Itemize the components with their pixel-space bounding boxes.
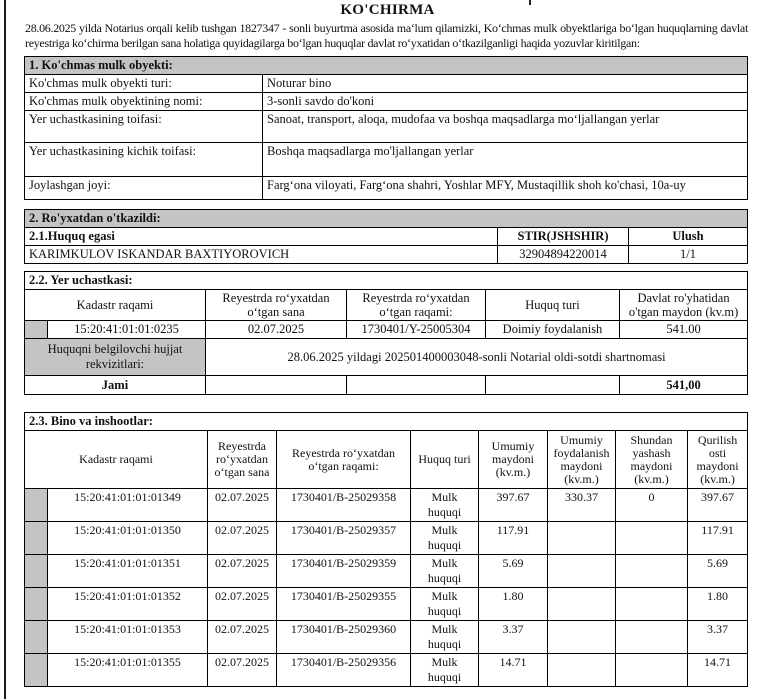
marker-cell <box>25 321 48 339</box>
building-row <box>25 588 748 621</box>
section2-3-columns-row <box>25 431 748 489</box>
row-value: Sanoat, transport, aloqa, mudofaa va boshqa maqsadlarga moʻljallangan yerlar <box>263 111 748 143</box>
column-header: Qurilish osti maydoni (kv.m.) <box>688 431 748 489</box>
right-type: Mulk huquqi <box>411 555 479 588</box>
living-area <box>616 621 688 654</box>
register-date: 02.07.2025 <box>208 588 277 621</box>
register-number: 1730401/B-25029358 <box>277 489 411 522</box>
footprint-area: 3.37 <box>688 621 748 654</box>
table-row <box>25 143 748 177</box>
table-row <box>25 177 748 200</box>
section2-2-header-row <box>25 272 748 290</box>
register-number: 1730401/Y-25005304 <box>347 321 486 339</box>
column-header: Kadastr raqami <box>25 431 208 489</box>
document-label: Huquqni belgilovchi hujjat rekvizitlari: <box>25 339 206 376</box>
row-value: Boshqa maqsadlarga mo'ljallangan yerlar <box>263 143 748 177</box>
living-area <box>616 654 688 687</box>
owner-stir: 32904894220014 <box>498 246 629 264</box>
section2-header: 2. Ro'yxatdan o'tkazildi: <box>25 210 748 228</box>
living-area: 0 <box>616 489 688 522</box>
row-label: Joylashgan joyi: <box>25 177 263 200</box>
usable-area <box>548 621 616 654</box>
section1-table <box>24 56 747 200</box>
living-area <box>616 555 688 588</box>
register-date: 02.07.2025 <box>208 621 277 654</box>
usable-area: 330.37 <box>548 489 616 522</box>
table-row <box>25 75 748 93</box>
owner-name: KARIMKULOV ISKANDAR BAXTIYOROVICH <box>25 246 498 264</box>
empty-cell <box>347 376 486 395</box>
section2-header-row <box>25 210 748 228</box>
right-type: Mulk huquqi <box>411 588 479 621</box>
building-row <box>25 654 748 687</box>
right-type: Mulk huquqi <box>411 654 479 687</box>
section2-3-table <box>24 412 747 687</box>
usable-area <box>548 555 616 588</box>
table-row <box>25 93 748 111</box>
document-value: 28.06.2025 yildagi 202501400003048-sonli Notarial oldi-sotdi shartnomasi <box>206 339 748 376</box>
row-label: Yer uchastkasining toifasi: <box>25 111 263 143</box>
cadastre-number: 15:20:41:01:01:01350 <box>48 522 208 555</box>
building-row <box>25 621 748 654</box>
owner-row <box>25 246 748 264</box>
column-header: Reyestrda roʻyxatdan oʻtgan raqami: <box>347 290 486 321</box>
total-value: 541,00 <box>620 376 748 395</box>
footprint-area: 5.69 <box>688 555 748 588</box>
section2-3-header-row <box>25 413 748 431</box>
cadastre-number: 15:20:41:01:01:01349 <box>48 489 208 522</box>
section1-header-row <box>25 57 748 75</box>
column-header: Reyestrda roʻyxatdan oʻtgan raqami: <box>277 431 411 489</box>
page-edge-line <box>4 0 6 699</box>
living-area <box>616 522 688 555</box>
column-header: Shundan yashash maydoni (kv.m.) <box>616 431 688 489</box>
marker-cell <box>25 621 48 654</box>
table-row <box>25 111 748 143</box>
column-header: Huquq turi <box>411 431 479 489</box>
total-area: 3.37 <box>479 621 548 654</box>
intro-paragraph: 28.06.2025 yilda Notarius orqali kelib tushgan 1827347 - sonli buyurtma asosida maʻlum qilamizki, Koʻchmas mulk obyektlariga boʻlgan huquqlarning davlat reyestriga koʻchirma berilgan sana holatiga quyidagilarga boʻlgan huquqlar davlat roʻyxatidan oʻtkazilganligi haqida yozuvlar kiritilgan: <box>25 21 748 50</box>
register-number: 1730401/B-25029360 <box>277 621 411 654</box>
column-header: Umumiy foydalanish maydoni (kv.m.) <box>548 431 616 489</box>
register-date: 02.07.2025 <box>208 654 277 687</box>
building-row <box>25 555 748 588</box>
owner-share: 1/1 <box>629 246 748 264</box>
section2-3-header: 2.3. Bino va inshootlar: <box>25 413 748 431</box>
register-date: 02.07.2025 <box>206 321 347 339</box>
section2-columns-row <box>25 228 748 246</box>
register-number: 1730401/B-25029355 <box>277 588 411 621</box>
section2-2-table <box>24 271 747 395</box>
column-header: Ulush <box>629 228 748 246</box>
document-title: KO'CHIRMA <box>340 2 435 18</box>
register-number: 1730401/B-25029359 <box>277 555 411 588</box>
document-row <box>25 339 748 376</box>
footprint-area: 14.71 <box>688 654 748 687</box>
usable-area <box>548 588 616 621</box>
total-area: 397.67 <box>479 489 548 522</box>
marker-cell <box>25 588 48 621</box>
marker-cell <box>25 654 48 687</box>
building-row <box>25 489 748 522</box>
marker-cell <box>25 489 48 522</box>
column-header: Umumiy maydoni (kv.m.) <box>479 431 548 489</box>
marker-cell <box>25 522 48 555</box>
row-value: Noturar bino <box>263 75 748 93</box>
total-area: 117.91 <box>479 522 548 555</box>
total-area: 5.69 <box>479 555 548 588</box>
column-header: Kadastr raqami <box>25 290 206 321</box>
column-header: STIR(JSHSHIR) <box>498 228 629 246</box>
land-parcel-row <box>25 321 748 339</box>
row-label: Ko'chmas mulk obyekti turi: <box>25 75 263 93</box>
row-value: 3-sonli savdo do'koni <box>263 93 748 111</box>
right-type: Mulk huquqi <box>411 489 479 522</box>
area-value: 541.00 <box>620 321 748 339</box>
living-area <box>616 588 688 621</box>
register-date: 02.07.2025 <box>208 522 277 555</box>
register-date: 02.07.2025 <box>208 555 277 588</box>
column-header: Davlat ro'yhatidan o'tgan maydon (kv.m) <box>620 290 748 321</box>
right-type: Mulk huquqi <box>411 522 479 555</box>
register-number: 1730401/B-25029357 <box>277 522 411 555</box>
cadastre-number: 15:20:41:01:01:01352 <box>48 588 208 621</box>
footprint-area: 1.80 <box>688 588 748 621</box>
section2-2-columns-row <box>25 290 748 321</box>
section2-table <box>24 209 747 264</box>
right-type: Doimiy foydalanish <box>486 321 620 339</box>
section1-header: 1. Ko'chmas mulk obyekti: <box>25 57 748 75</box>
cadastre-number: 15:20:41:01:01:01353 <box>48 621 208 654</box>
column-header: 2.1.Huquq egasi <box>25 228 498 246</box>
footprint-area: 397.67 <box>688 489 748 522</box>
cadastre-number: 15:20:41:01:01:0235 <box>48 321 206 339</box>
cadastre-number: 15:20:41:01:01:01355 <box>48 654 208 687</box>
row-label: Yer uchastkasining kichik toifasi: <box>25 143 263 177</box>
row-label: Ko'chmas mulk obyektining nomi: <box>25 93 263 111</box>
cadastre-number: 15:20:41:01:01:01351 <box>48 555 208 588</box>
row-value: Fargʻona viloyati, Fargʻona shahri, Yoshlar MFY, Mustaqillik shoh ko'chasi, 10a-uy <box>263 177 748 200</box>
section2-2-header: 2.2. Yer uchastkasi: <box>25 272 748 290</box>
right-type: Mulk huquqi <box>411 621 479 654</box>
total-area: 1.80 <box>479 588 548 621</box>
building-row <box>25 522 748 555</box>
usable-area <box>548 522 616 555</box>
register-number: 1730401/B-25029356 <box>277 654 411 687</box>
column-header: Reyestrda roʻyxatdan oʻtgan sana <box>208 431 277 489</box>
footprint-area: 117.91 <box>688 522 748 555</box>
column-header: Reyestrda roʻyxatdan oʻtgan sana <box>206 290 347 321</box>
total-label: Jami <box>25 376 206 395</box>
empty-cell <box>486 376 620 395</box>
register-date: 02.07.2025 <box>208 489 277 522</box>
column-header: Huquq turi <box>486 290 620 321</box>
total-area: 14.71 <box>479 654 548 687</box>
usable-area <box>548 654 616 687</box>
total-row <box>25 376 748 395</box>
marker-cell <box>25 555 48 588</box>
empty-cell <box>206 376 347 395</box>
